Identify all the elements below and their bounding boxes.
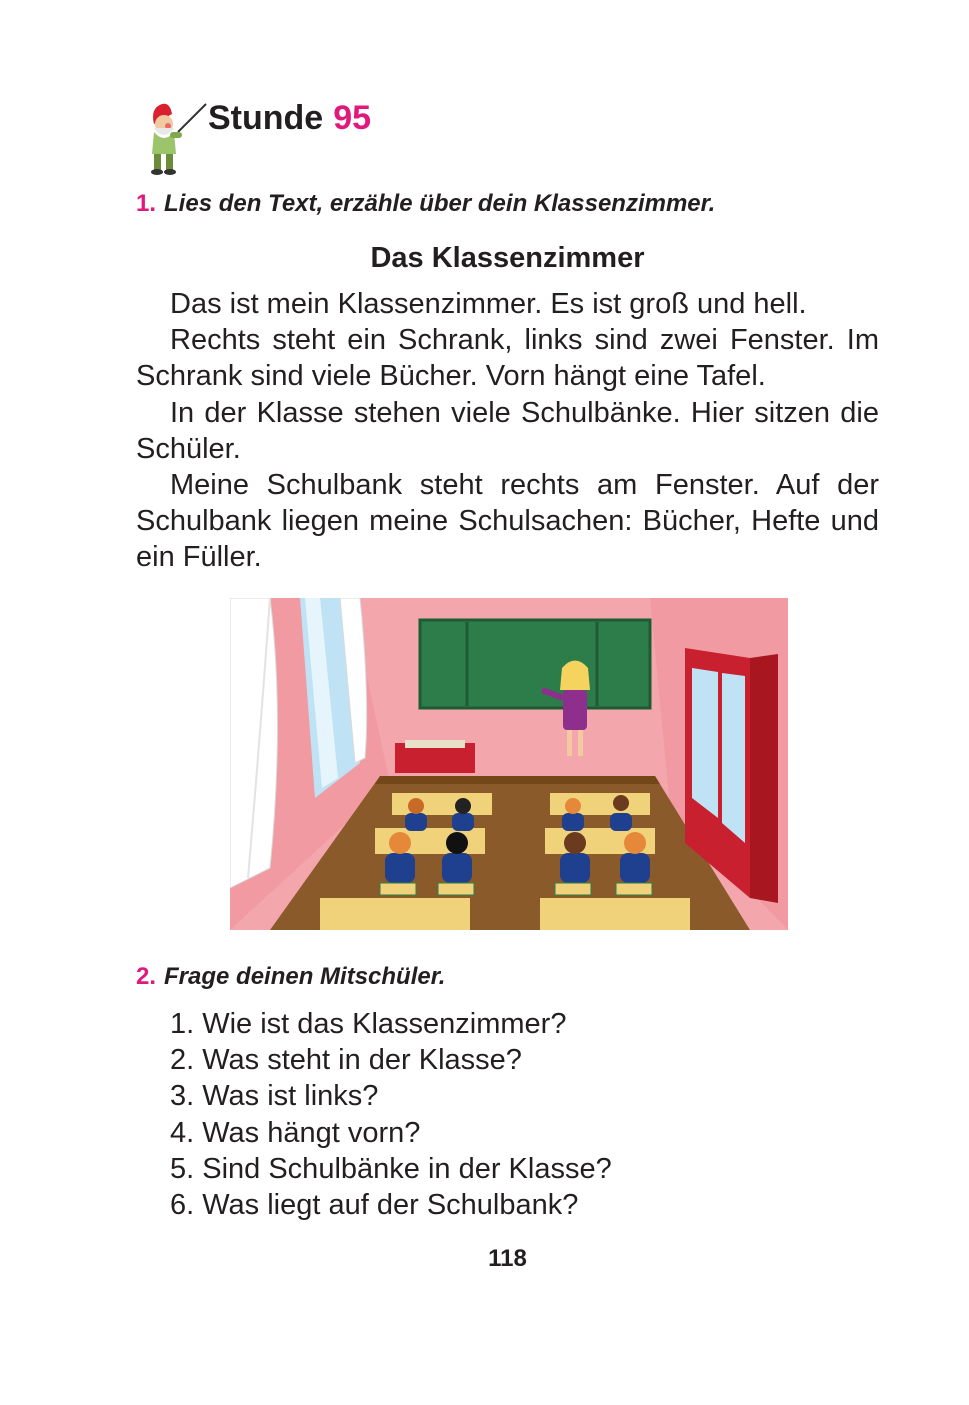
task-1-number: 1. (136, 190, 157, 217)
task-2-number: 2. (136, 963, 157, 990)
question-item: 6. Was liegt auf der Schulbank? (170, 1189, 579, 1222)
task-2-instruction (136, 962, 445, 992)
question-item: 5. Sind Schulbänke in der Klasse? (170, 1152, 612, 1185)
question-item: 3. Was ist links? (170, 1080, 379, 1113)
task-2-text: Frage deinen Mitschüler. (164, 963, 446, 990)
lesson-header (140, 98, 540, 178)
passage-paragraph: In der Klasse stehen viele Schulbänke. Hier sitzen die Schüler. (136, 396, 879, 465)
question-list (170, 1006, 612, 1223)
page-number: 118 (488, 1245, 527, 1272)
reading-passage (136, 286, 879, 576)
lesson-title (208, 98, 371, 138)
reading-title: Das Klassenzimmer (370, 242, 645, 274)
task-1-instruction (136, 189, 715, 219)
question-item: 4. Was hängt vorn? (170, 1116, 421, 1149)
passage-paragraph: Das ist mein Klassenzimmer. Es ist groß und hell. (170, 288, 807, 320)
lesson-title-text: Stunde (208, 99, 324, 137)
lesson-number: 95 (333, 99, 372, 137)
classroom-illustration (230, 598, 788, 930)
gnome-teacher-icon (140, 98, 210, 178)
question-item: 2. Was steht in der Klasse? (170, 1044, 522, 1077)
passage-paragraph: Rechts steht ein Schrank, links sind zwei Fenster. Im Schrank sind viele Bücher. Vorn hängt eine Tafel. (136, 324, 879, 393)
question-item: 1. Wie ist das Klassenzimmer? (170, 1008, 567, 1040)
passage-paragraph: Meine Schulbank steht rechts am Fenster. Auf der Schulbank liegen meine Schulsachen: Bücher, Hefte und ein Füller. (136, 469, 879, 574)
task-1-text: Lies den Text, erzähle über dein Klassenzimmer. (164, 190, 716, 217)
